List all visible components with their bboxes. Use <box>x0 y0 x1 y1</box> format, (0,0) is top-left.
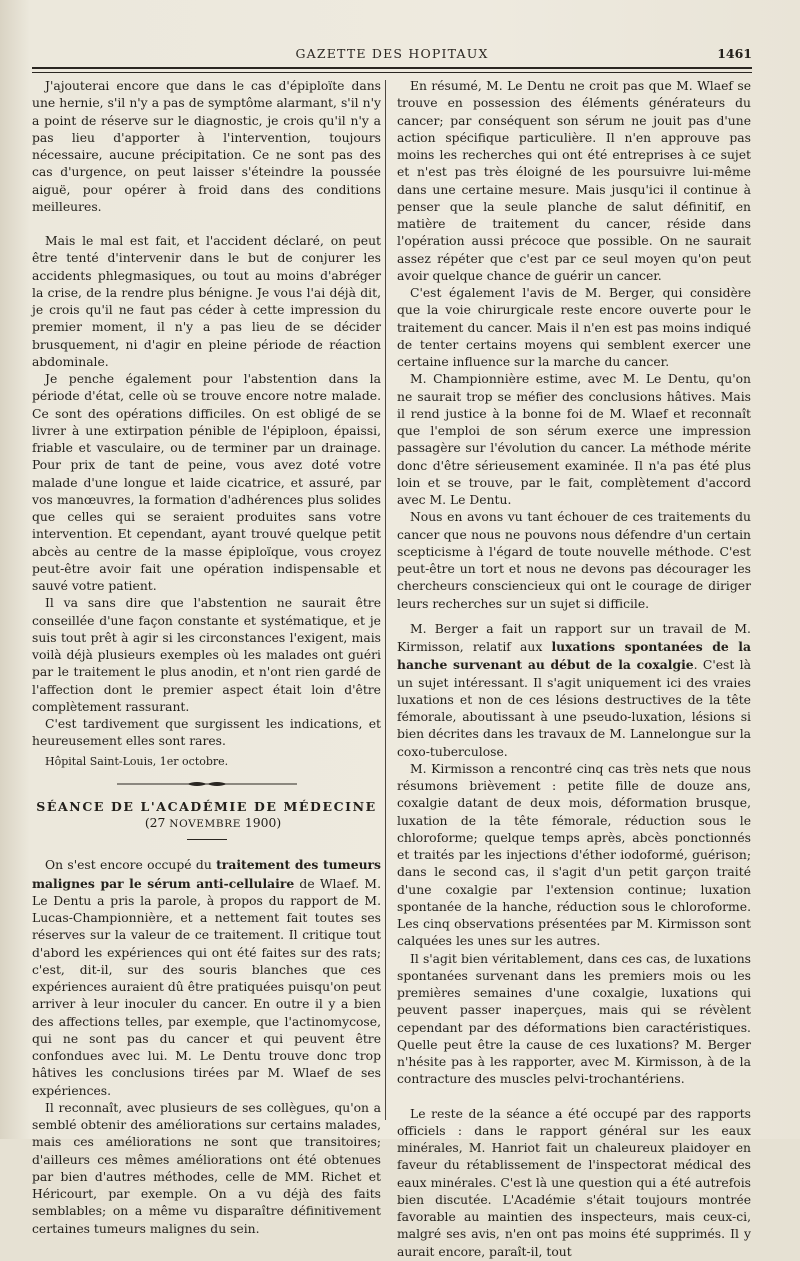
right-column <box>397 78 751 1261</box>
paragraph: Il va sans dire que l'abstention ne saurait être conseillée d'une façon constante et systématique, et je suis tout prêt à agir si les circonstances l'exigent, mais voilà déjà plusieurs exemples où les malades ont guéri par le traitement le plus anodin, et n'ont rien gardé de l'affection dont le premier aspect était loin d'être complètement rassurant. <box>32 596 381 714</box>
paragraph: C'est également l'avis de M. Berger, qui considère que la voie chirurgicale reste encore ouverte pour le traitement du cancer. Mais il n'en est pas moins indiqué de tenter certains moyens qui semblent exercer une certaine influence sur la marche du cancer. <box>397 286 751 369</box>
left-column <box>32 78 381 1238</box>
short-rule <box>187 839 227 840</box>
page-header <box>32 46 752 64</box>
paragraph: Il s'agit bien véritablement, dans ces cas, de luxations spontanées survenant dans les premiers mois ou les premières semaines d'une coxalgie, luxations qui peuvent passer inaperçues, mais qui se révèlent cependant par des déformations bien caractéristiques. Quelle peut être la cause de ces luxations? M. Berger n'hésite pas à les rapporter, avec M. Kirmisson, à de la contracture des muscles pelvi-trochantériens. <box>397 951 751 1087</box>
paragraph: C'est tardivement que surgissent les indications, et heureusement elles sont rares. <box>32 717 381 749</box>
running-title: GAZETTE DES HOPITAUX <box>295 46 489 61</box>
paragraph: Mais le mal est fait, et l'accident déclaré, on peut être tenté d'intervenir dans le but de conjurer les accidents phlegmasiques, ou tout au moins d'abréger la crise, de la rendre plus bénigne. Je vous l'ai déjà dit, je crois qu'il ne faut pas céder à cette impression du premier moment, il n'y a pas lieu de se décider brusquement, ni d'agir en pleine période de réaction abdominale. <box>32 234 381 369</box>
ornamental-separator <box>117 780 297 788</box>
paragraph: Le reste de la séance a été occupé par des rapports officiels : dans le rapport général sur les eaux minérales, M. Hanriot fait un chaleureux plaidoyer en faveur du rétablissement de l'inspectorat médical des eaux minérales. C'est là une question qui a été autrefois bien discutée. L'Académie s'était toujours montrée favorable au maintien des inspecteurs, mais ceux-ci, malgré ses avis, n'en ont pas moins été supprimés. Il y aurait encore, paraît-il, tout <box>397 1106 751 1259</box>
bold-topic: luxations spontanées de la hanche survenant au début de la coxalgie <box>397 639 751 673</box>
paragraph: M. Kirmisson a rencontré cinq cas très nets que nous résumons brièvement : petite fille de douze ans, coxalgie datant de deux mois, déformation brusque, luxation de la tête fémorale, réduction sous le chloroforme; quelque temps après, abcès ponctionnés et traités par les injections d'éther iodoformé, guérison; dans le second cas, il s'agit d'un petit garçon traité d'une coxalgie par l'extension continue; luxation spontanée de la hanche, réduction sous le chloroforme. Les cinq observations présentées par M. Kirmisson sont calquées les unes sur les autres. <box>397 761 751 949</box>
signature-line: Hôpital Saint-Louis, 1er octobre. <box>45 754 229 768</box>
column-divider <box>385 80 386 1120</box>
paragraph: M. Berger a fait un rapport sur un travail de M. Kirmisson, relatif aux luxations spontanées de la hanche survenant au début de la coxalgie. C'est là un sujet intéressant. Il s'agit uniquement ici des vraies luxations et non de ces lésions destructives de la tête fémorale, aboutissant à une pseudo-luxation, lésions si bien décrites dans les travaux de M. Lannelongue sur la coxo-tuberculose. <box>397 621 751 759</box>
paragraph: Nous en avons vu tant échouer de ces traitements du cancer que nous ne pouvons nous défendre d'un certain scepticisme à l'égard de toute nouvelle méthode. C'est peut-être un tort et nous ne devons pas décourager les chercheurs consciencieux qui ont le courage de diriger leurs recherches sur un sujet si difficile. <box>397 510 751 611</box>
paragraph: M. Championnière estime, avec M. Le Dentu, qu'on ne saurait trop se méfier des conclusions hâtives. Mais il rend justice à la bonne foi de M. Wlaef et reconnaît que l'emploi de son sérum exerce une impression passagère sur l'évolution du cancer. La méthode mérite donc d'être sérieusement examinée. Il n'a pas été plus loin et se trouve, par le fait, complètement d'accord avec M. Le Dentu. <box>397 372 751 507</box>
page-number: 1461 <box>717 46 752 61</box>
header-rule-thin <box>32 72 752 73</box>
bold-topic: traitement des tumeurs malignes par le sérum anti-cellulaire <box>32 857 381 891</box>
paragraph: En résumé, M. Le Dentu ne croit pas que M. Wlaef se trouve en possession des éléments générateurs du cancer; par conséquent son sérum ne jouit pas d'une action spécifique particulière. Il n'en approuve pas moins les recherches qui ont été entreprises à ce sujet et n'est pas très éloigné de les poursuivre lui-même dans une certaine mesure. Mais jusqu'ici il continue à penser que la seule planche de salut définitif, en matière de traitement du cancer, réside dans l'opération aussi précoce que possible. On ne saurait assez répéter que c'est par ce seul moyen qu'on peut avoir quelque chance de guérir un cancer. <box>397 79 751 283</box>
paragraph: On s'est encore occupé du traitement des tumeurs malignes par le sérum anti-cellulaire de Wlaef. M. Le Dentu a pris la parole, à propos du rapport de M. Lucas-Championnière, et a nettement fait toutes ses réserves sur la valeur de ce traitement. Il critique tout d'abord les expériences qui ont été faites sur des rats; c'est, dit-il, sur des souris blanches que ces expériences auraient dû être pratiquées puisqu'on peut arriver à leur inoculer du cancer. En outre il y a bien des affections telles, par exemple, que l'actinomycose, qui ne sont pas du cancer et qui peuvent être confondues avec lui. M. Le Dentu trouve donc trop hâtives les conclusions tirées par M. Wlaef de ses expériences. <box>32 857 381 1098</box>
paragraph: Je penche également pour l'abstention dans la période d'état, celle où se trouve encore notre malade. Ce sont des opérations difficiles. On est obligé de se livrer à une extirpation pénible de l'épiploon, épaissi, friable et vasculaire, ou de terminer par un drainage. Pour prix de tant de peine, vous avez doté votre malade d'une longue et laide cicatrice, et assuré, par vos manœuvres, la formation d'adhérences plus solides que celles qui se seraient produites sans votre intervention. Et cependant, ayant trouvé quelque petit abcès au centre de la masse épiploïque, vous croyez peut-être avoir fait une opération indispensable et sauvé votre patient. <box>32 372 381 593</box>
section-title: SÉANCE DE L'ACADÉMIE DE MÉDECINE <box>36 798 377 814</box>
paragraph: Il reconnaît, avec plusieurs de ses collègues, qu'on a semblé obtenir des améliorations sur certains malades, mais ces améliorations ne sont que transitoires; d'ailleurs ces mêmes améliorations ont été obtenues par bien d'autres méthodes, celle de MM. Richet et Héricourt, par exemple. On a vu déjà des faits semblables; on a même vu disparaître définitivement certaines tumeurs malignes du sein. <box>32 1100 381 1236</box>
header-rule-thick <box>32 67 752 69</box>
section-date: (27 NOVEMBRE 1900) <box>144 816 282 830</box>
paragraph: J'ajouterai encore que dans le cas d'épiploïte dans une hernie, s'il n'y a pas de symptôme alarmant, s'il n'y a point de réserve sur le diagnostic, je crois qu'il n'y a pas lieu d'apporter à l'intervention, toujours nécessaire, aucune précipitation. Ce ne sont pas des cas d'urgence, on peut laisser s'éteindre la poussée aiguë, pour opérer à froid dans des conditions meilleures. <box>32 79 381 214</box>
